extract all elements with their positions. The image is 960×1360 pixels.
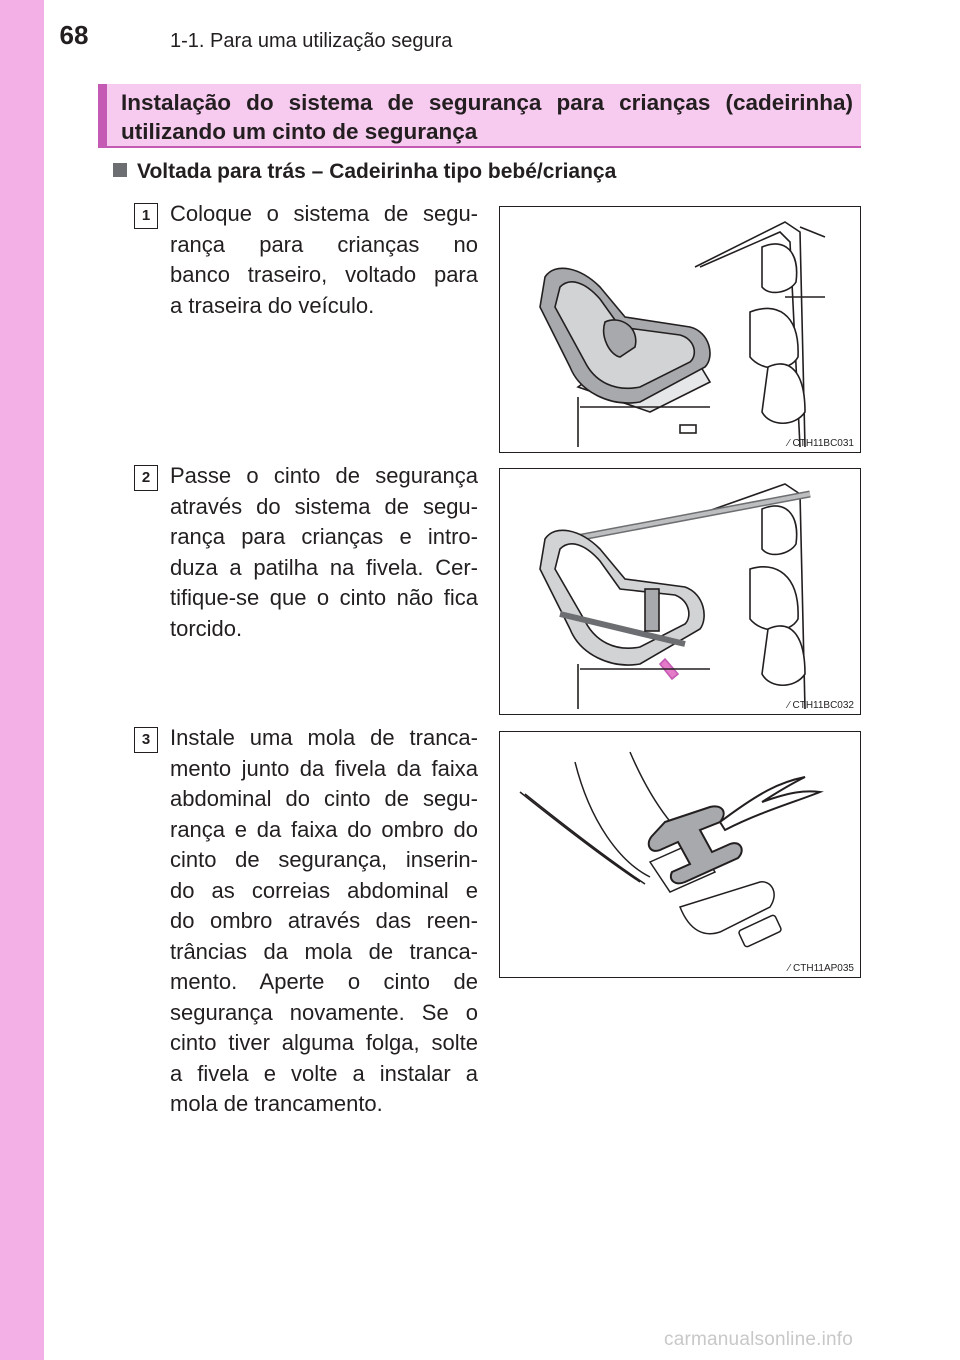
- step-1-line: rança para crianças no: [170, 231, 478, 257]
- step-3-line: a fivela e volte a instalar a: [170, 1060, 478, 1086]
- child-seat-illustration: [500, 207, 861, 453]
- step-number-2: 2: [134, 465, 158, 491]
- figure-belt-routing: [499, 468, 861, 715]
- step-3-line: Instale uma mola de tranca-: [170, 725, 478, 750]
- chapter-title: 1-1. Para uma utilização segura: [170, 30, 453, 52]
- subheading-text: Voltada para trás – Cadeirinha tipo bebé/criança: [137, 160, 617, 183]
- step-number-3: 3: [134, 727, 158, 753]
- step-1-line: banco traseiro, voltado para: [170, 262, 478, 287]
- step-3-line: mento junto da fivela da faixa: [170, 755, 478, 781]
- watermark: carmanualsonline.info: [664, 1329, 854, 1350]
- heading-line-1: Instalação do sistema de segurança para crianças (cadeirinha): [121, 90, 853, 115]
- section-heading-box: [98, 84, 861, 148]
- step-1-line: Coloque o sistema de segu-: [170, 201, 478, 226]
- step-text-1: [170, 199, 478, 321]
- step-3-line: trâncias da mola de tranca-: [170, 938, 478, 964]
- step-text-3: [170, 723, 478, 1120]
- step-3-line: do ombro através das reen-: [170, 908, 478, 933]
- page-number: 68: [59, 20, 89, 50]
- step-3-line: mento. Aperte o cinto de: [170, 969, 478, 994]
- figure-code: ⁄ CTH11AP035: [788, 963, 854, 974]
- step-number-1: 1: [134, 203, 158, 229]
- step-3-line: segurança novamente. Se o: [170, 999, 478, 1025]
- step-2-line: Passe o cinto de segurança: [170, 463, 478, 488]
- section-heading: [121, 88, 853, 146]
- step-2-line: duza a patilha na fivela. Cer-: [170, 554, 478, 580]
- figure-code: ⁄ CTH11BC032: [788, 700, 854, 711]
- step-3-line: cinto de segurança, inserin-: [170, 847, 478, 872]
- side-tab-bar: [0, 0, 44, 1360]
- step-text-2: [170, 461, 478, 644]
- step-3-line: do as correias abdominal e: [170, 877, 478, 903]
- figure-child-seat-placement: [499, 206, 861, 453]
- step-2-line: torcido.: [170, 615, 243, 641]
- figure-code: ⁄ CTH11BC031: [788, 438, 854, 449]
- heading-line-2: utilizando um cinto de segurança: [121, 119, 478, 144]
- locking-clip-illustration: [500, 732, 861, 978]
- figure-locking-clip: [499, 731, 861, 978]
- step-2-line: através do sistema de segu-: [170, 493, 478, 519]
- step-2-line: rança para crianças e intro-: [170, 524, 478, 549]
- belt-routing-illustration: [500, 469, 861, 715]
- step-3-line: cinto tiver alguma folga, solte: [170, 1030, 478, 1055]
- step-3-line: abdominal do cinto de segu-: [170, 786, 478, 811]
- step-3-line: mola de trancamento.: [170, 1091, 383, 1116]
- square-bullet-icon: [113, 163, 127, 177]
- step-2-line: tifique-se que o cinto não fica: [170, 585, 478, 610]
- step-3-line: rança e da faixa do ombro do: [170, 816, 478, 842]
- subheading: [113, 160, 616, 184]
- step-1-line: a traseira do veículo.: [170, 292, 375, 318]
